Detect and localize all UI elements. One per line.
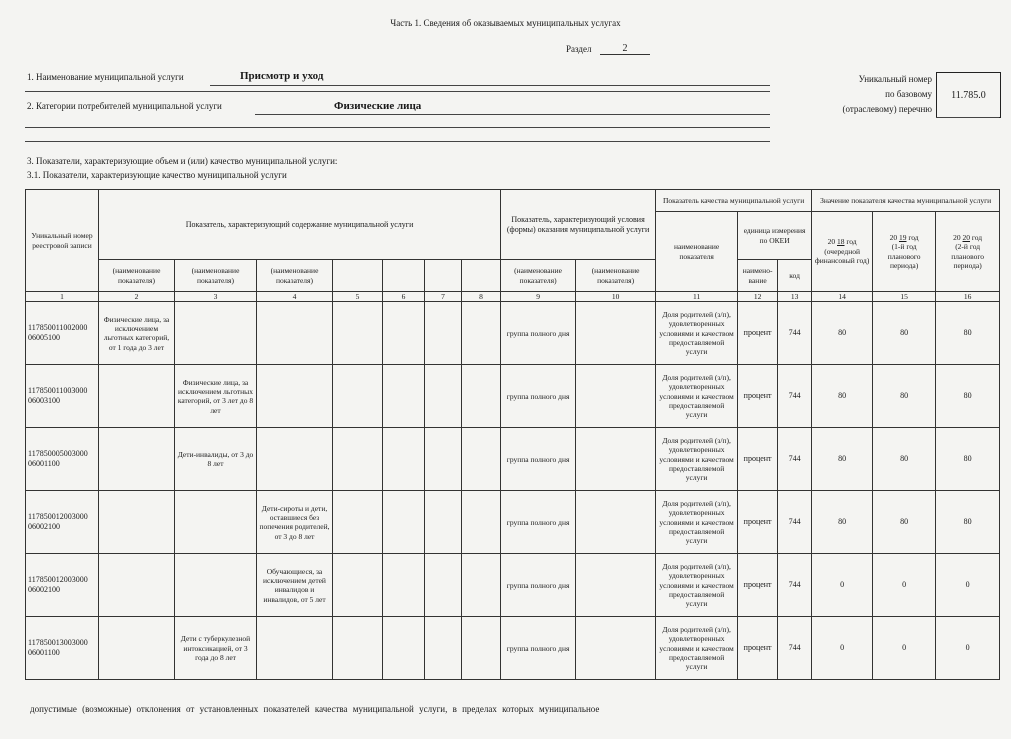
document-title: Часть 1. Сведения об оказываемых муниципальных услугах xyxy=(390,18,621,28)
row-v2: 80 xyxy=(873,428,936,491)
header-year-2: 20 19 год (1-й год планового периода) xyxy=(873,212,936,292)
row-code: 117850011002000 06005100 xyxy=(26,302,99,365)
row-c9: группа полного дня xyxy=(501,554,576,617)
row-c4: Дети-сироты и дети, оставшиеся без попечения родителей, от 3 до 8 лет xyxy=(257,491,333,554)
row-c3 xyxy=(175,302,257,365)
row-c8 xyxy=(462,365,501,428)
row-c8 xyxy=(462,302,501,365)
row-v2: 80 xyxy=(873,302,936,365)
row-okei: 744 xyxy=(778,617,812,680)
row-c3: Физические лица, за исключением льготных категорий, от 3 лет до 8 лет xyxy=(175,365,257,428)
row-unit: процент xyxy=(738,302,778,365)
unique-number-box: 11.785.0 xyxy=(936,72,1001,118)
row-c4 xyxy=(257,365,333,428)
row-c5 xyxy=(333,617,383,680)
colnum: 13 xyxy=(778,292,812,302)
colnum: 4 xyxy=(257,292,333,302)
header-unit: единица измерения по ОКЕИ xyxy=(738,212,812,260)
unique-number-label: Уникальный номер по базовому (отраслевому) перечню xyxy=(842,74,932,114)
row-unit: процент xyxy=(738,365,778,428)
header-empty-8 xyxy=(462,260,501,292)
row-c2 xyxy=(99,365,175,428)
service-value: Присмотр и уход xyxy=(240,70,324,82)
row-c5 xyxy=(333,302,383,365)
header-year-1: 20 18 год (очередной финансовый год) xyxy=(812,212,873,292)
row-c9: группа полного дня xyxy=(501,428,576,491)
colnum: 1 xyxy=(26,292,99,302)
row-c11: Доля родителей (з/п), удовлетворенных условиями и качеством предоставляемой услуги xyxy=(656,302,738,365)
row-c2 xyxy=(99,491,175,554)
row-c8 xyxy=(462,554,501,617)
row-v2: 0 xyxy=(873,617,936,680)
header-quality: Показатель качества муниципальной услуги xyxy=(656,190,812,212)
row-c11: Доля родителей (з/п), удовлетворенных условиями и качеством предоставляемой услуги xyxy=(656,554,738,617)
row-v3: 80 xyxy=(936,365,1000,428)
row-c4 xyxy=(257,617,333,680)
row-okei: 744 xyxy=(778,491,812,554)
header-ind-9: (наименование показателя) xyxy=(501,260,576,292)
row-c7 xyxy=(425,617,462,680)
column-numbers-row xyxy=(26,292,1000,302)
header-unit-code: код xyxy=(778,260,812,292)
row-code: 117850011003000 06003100 xyxy=(26,365,99,428)
row-code: 117850012003000 06002100 xyxy=(26,554,99,617)
colnum: 7 xyxy=(425,292,462,302)
section-number: 2 xyxy=(600,43,650,55)
row-v1: 80 xyxy=(812,365,873,428)
row-v1: 80 xyxy=(812,428,873,491)
row-c10 xyxy=(576,428,656,491)
row-v3: 80 xyxy=(936,302,1000,365)
row-c7 xyxy=(425,302,462,365)
header-empty-7 xyxy=(425,260,462,292)
row-c3 xyxy=(175,554,257,617)
row-c4: Обучающиеся, за исключением детей инвалидов и инвалидов, от 5 лет xyxy=(257,554,333,617)
header-year-3: 20 20 год (2-й год планового периода) xyxy=(936,212,1000,292)
row-c5 xyxy=(333,428,383,491)
colnum: 14 xyxy=(812,292,873,302)
row-v3: 0 xyxy=(936,554,1000,617)
row-c7 xyxy=(425,554,462,617)
row-c7 xyxy=(425,491,462,554)
row-c9: группа полного дня xyxy=(501,365,576,428)
colnum: 6 xyxy=(383,292,425,302)
consumers-value: Физические лица xyxy=(334,100,422,112)
row-c8 xyxy=(462,617,501,680)
row-c4 xyxy=(257,428,333,491)
colnum: 15 xyxy=(873,292,936,302)
row-c10 xyxy=(576,365,656,428)
header-unique-reg: Уникальный номер реестровой записи xyxy=(26,190,99,292)
row-c6 xyxy=(383,617,425,680)
row-c3 xyxy=(175,491,257,554)
row-c11: Доля родителей (з/п), удовлетворенных условиями и качеством предоставляемой услуги xyxy=(656,428,738,491)
row-c2 xyxy=(99,617,175,680)
row-v1: 80 xyxy=(812,302,873,365)
table-row xyxy=(26,302,1000,365)
table-row xyxy=(26,428,1000,491)
header-quality-name: наименование показателя xyxy=(656,212,738,292)
table-row xyxy=(26,365,1000,428)
row-c11: Доля родителей (з/п), удовлетворенных условиями и качеством предоставляемой услуги xyxy=(656,365,738,428)
row-c9: группа полного дня xyxy=(501,491,576,554)
row-c6 xyxy=(383,428,425,491)
table-row xyxy=(26,491,1000,554)
colnum: 8 xyxy=(462,292,501,302)
row-unit: процент xyxy=(738,491,778,554)
header-empty-5 xyxy=(333,260,383,292)
colnum: 2 xyxy=(99,292,175,302)
row-c9: группа полного дня xyxy=(501,302,576,365)
row-v2: 0 xyxy=(873,554,936,617)
colnum: 9 xyxy=(501,292,576,302)
row-code: 117850005003000 06001100 xyxy=(26,428,99,491)
colnum: 12 xyxy=(738,292,778,302)
section3-heading: 3. Показатели, характеризующие объем и (или) качество муниципальной услуги: xyxy=(27,156,338,166)
row-c6 xyxy=(383,365,425,428)
row-c2 xyxy=(99,554,175,617)
colnum: 16 xyxy=(936,292,1000,302)
header-value: Значение показателя качества муниципальной услуги xyxy=(812,190,1000,212)
section-label: Раздел xyxy=(566,44,592,54)
row-code: 117850013003000 06001100 xyxy=(26,617,99,680)
row-v1: 0 xyxy=(812,554,873,617)
row-okei: 744 xyxy=(778,302,812,365)
header-ind-3: (наименование показателя) xyxy=(175,260,257,292)
row-c7 xyxy=(425,365,462,428)
row-okei: 744 xyxy=(778,428,812,491)
row-c3: Дети-инвалиды, от 3 до 8 лет xyxy=(175,428,257,491)
row-c10 xyxy=(576,302,656,365)
row-c3: Дети с туберкулезной интоксикацией, от 3 года до 8 лет xyxy=(175,617,257,680)
row-okei: 744 xyxy=(778,365,812,428)
row-unit: процент xyxy=(738,617,778,680)
row-unit: процент xyxy=(738,428,778,491)
row-c10 xyxy=(576,554,656,617)
row-c7 xyxy=(425,428,462,491)
footer-text: допустимые (возможные) отклонения от установленных показателей качества муниципальной услуги, в пределах которых муниципальное xyxy=(30,704,600,714)
quality-table xyxy=(25,189,1000,680)
row-v1: 0 xyxy=(812,617,873,680)
row-v2: 80 xyxy=(873,491,936,554)
service-label: 1. Наименование муниципальной услуги xyxy=(27,72,184,82)
header-content: Показатель, характеризующий содержание муниципальной услуги xyxy=(99,190,501,260)
row-c11: Доля родителей (з/п), удовлетворенных условиями и качеством предоставляемой услуги xyxy=(656,617,738,680)
row-okei: 744 xyxy=(778,554,812,617)
row-c5 xyxy=(333,365,383,428)
section31-heading: 3.1. Показатели, характеризующие качество муниципальной услуги xyxy=(27,170,287,180)
table-row xyxy=(26,617,1000,680)
table-row xyxy=(26,554,1000,617)
header-ind-4: (наименование показателя) xyxy=(257,260,333,292)
colnum: 10 xyxy=(576,292,656,302)
header-unit-name: наимено-вание xyxy=(738,260,778,292)
header-ind-10: (наименование показателя) xyxy=(576,260,656,292)
row-c9: группа полного дня xyxy=(501,617,576,680)
colnum: 5 xyxy=(333,292,383,302)
header-ind-2: (наименование показателя) xyxy=(99,260,175,292)
consumers-label: 2. Категории потребителей муниципальной услуги xyxy=(27,101,222,111)
row-c5 xyxy=(333,491,383,554)
row-c6 xyxy=(383,554,425,617)
row-c2: Физические лица, за исключением льготных категорий, от 1 года до 3 лет xyxy=(99,302,175,365)
row-c6 xyxy=(383,491,425,554)
row-v1: 80 xyxy=(812,491,873,554)
row-unit: процент xyxy=(738,554,778,617)
row-v3: 80 xyxy=(936,491,1000,554)
colnum: 11 xyxy=(656,292,738,302)
row-v3: 0 xyxy=(936,617,1000,680)
row-code: 117850012003000 06002100 xyxy=(26,491,99,554)
row-c5 xyxy=(333,554,383,617)
row-c4 xyxy=(257,302,333,365)
row-c10 xyxy=(576,491,656,554)
row-c11: Доля родителей (з/п), удовлетворенных условиями и качеством предоставляемой услуги xyxy=(656,491,738,554)
header-conditions: Показатель, характеризующий условия (формы) оказания муниципальной услуги xyxy=(501,190,656,260)
row-c8 xyxy=(462,491,501,554)
row-c10 xyxy=(576,617,656,680)
row-c8 xyxy=(462,428,501,491)
row-v3: 80 xyxy=(936,428,1000,491)
row-c6 xyxy=(383,302,425,365)
row-c2 xyxy=(99,428,175,491)
row-v2: 80 xyxy=(873,365,936,428)
colnum: 3 xyxy=(175,292,257,302)
header-empty-6 xyxy=(383,260,425,292)
